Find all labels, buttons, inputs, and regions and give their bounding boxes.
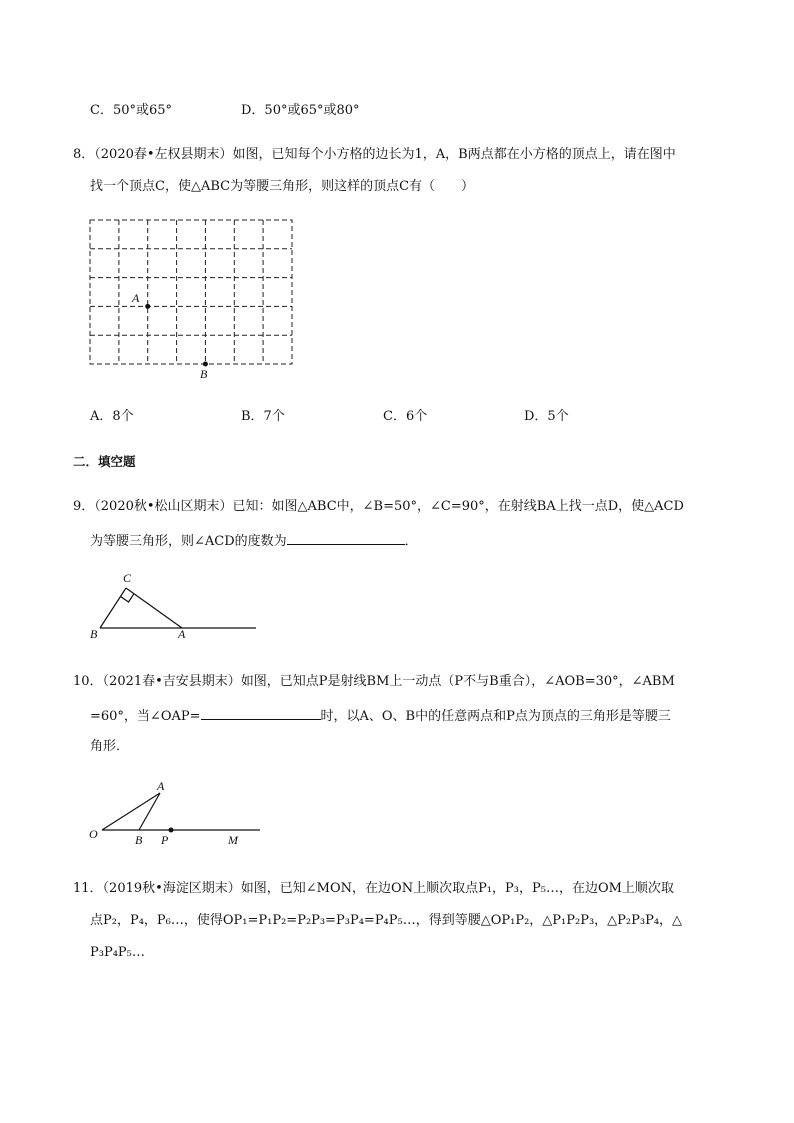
q8-option-c: C．6个 xyxy=(383,409,428,424)
q9-label-a: A xyxy=(178,627,186,641)
q9-text-line2 xyxy=(90,530,418,551)
q8-grid-figure xyxy=(90,220,300,385)
q11-text-line1: 11．（2019秋•海淀区期末）如图，已知∠MON，在边ON上顺次取点P₁，P₃，P₅…，在边OM上顺次取 xyxy=(73,881,674,896)
section-title-fill-in: 二．填空题 xyxy=(73,454,136,469)
q7-option-d: D．50°或65°或80° xyxy=(241,103,360,118)
q10-text-line3: 角形． xyxy=(90,739,130,754)
q10-label-a: A xyxy=(157,779,165,793)
q10-text-line2-pre: =60°，当∠OAP= xyxy=(90,709,201,724)
q8-label-b: B xyxy=(200,367,208,381)
q9-text-line1: 9．（2020秋•松山区期末）已知：如图△ABC中，∠B=50°，∠C=90°，在射线BA上找一点D，使△ACD xyxy=(73,499,684,514)
q8-point-b xyxy=(203,362,208,367)
q10-text-line2-post: 时，以A、O、B中的任意两点和P点为顶点的三角形是等腰三 xyxy=(320,709,671,724)
q9-side-bc xyxy=(100,588,126,628)
q8-text-line1: 8．（2020春•左权县期末）如图，已知每个小方格的边长为1，A，B两点都在小方格的顶点上，请在图中 xyxy=(73,147,676,162)
q9-right-angle-mark xyxy=(121,594,135,602)
q8-option-b: B．7个 xyxy=(241,409,285,424)
q8-label-a: A xyxy=(132,291,140,305)
q8-grid-lines xyxy=(90,220,292,364)
q9-label-b: B xyxy=(90,627,98,641)
q7-option-c: C．50°或65° xyxy=(90,103,173,118)
q10-label-p: P xyxy=(161,833,169,847)
q10-text-line2 xyxy=(90,705,671,726)
q8-option-d: D．5个 xyxy=(524,409,569,424)
q10-segment-ab xyxy=(139,793,160,830)
q10-label-m: M xyxy=(228,833,238,847)
q8-text-line2: 找一个顶点C，使△ABC为等腰三角形，则这样的顶点C有（ ） xyxy=(90,179,475,194)
q10-answer-blank[interactable] xyxy=(201,705,321,720)
q11-text-line2: 点P₂，P₄，P₆…，使得OP₁=P₁P₂=P₂P₃=P₃P₄=P₄P₅…，得到等腰△OP₁P₂，△P₁P₂P₃，△P₂P₃P₄，△ xyxy=(90,913,683,928)
q10-text-line1: 10．（2021春•吉安县期末）如图，已知点P是射线BM上一动点（P不与B重合），∠AOB=30°，∠ABM xyxy=(73,674,675,689)
q9-text-line2-pre: 为等腰三角形，则∠ACD的度数为 xyxy=(90,534,287,549)
q10-label-b: B xyxy=(135,833,143,847)
q9-text-line2-post: ． xyxy=(404,534,418,549)
q10-label-o: O xyxy=(89,827,98,841)
q9-triangle-figure xyxy=(88,570,263,645)
q9-answer-blank[interactable] xyxy=(287,530,405,545)
q10-figure xyxy=(86,778,266,853)
q8-point-a xyxy=(145,304,150,309)
q8-option-a: A．8个 xyxy=(90,409,134,424)
q10-segment-oa xyxy=(102,793,160,830)
q10-point-p xyxy=(169,828,174,833)
q9-label-c: C xyxy=(123,571,132,585)
q11-text-line3: P₃P₄P₅… xyxy=(90,945,145,960)
